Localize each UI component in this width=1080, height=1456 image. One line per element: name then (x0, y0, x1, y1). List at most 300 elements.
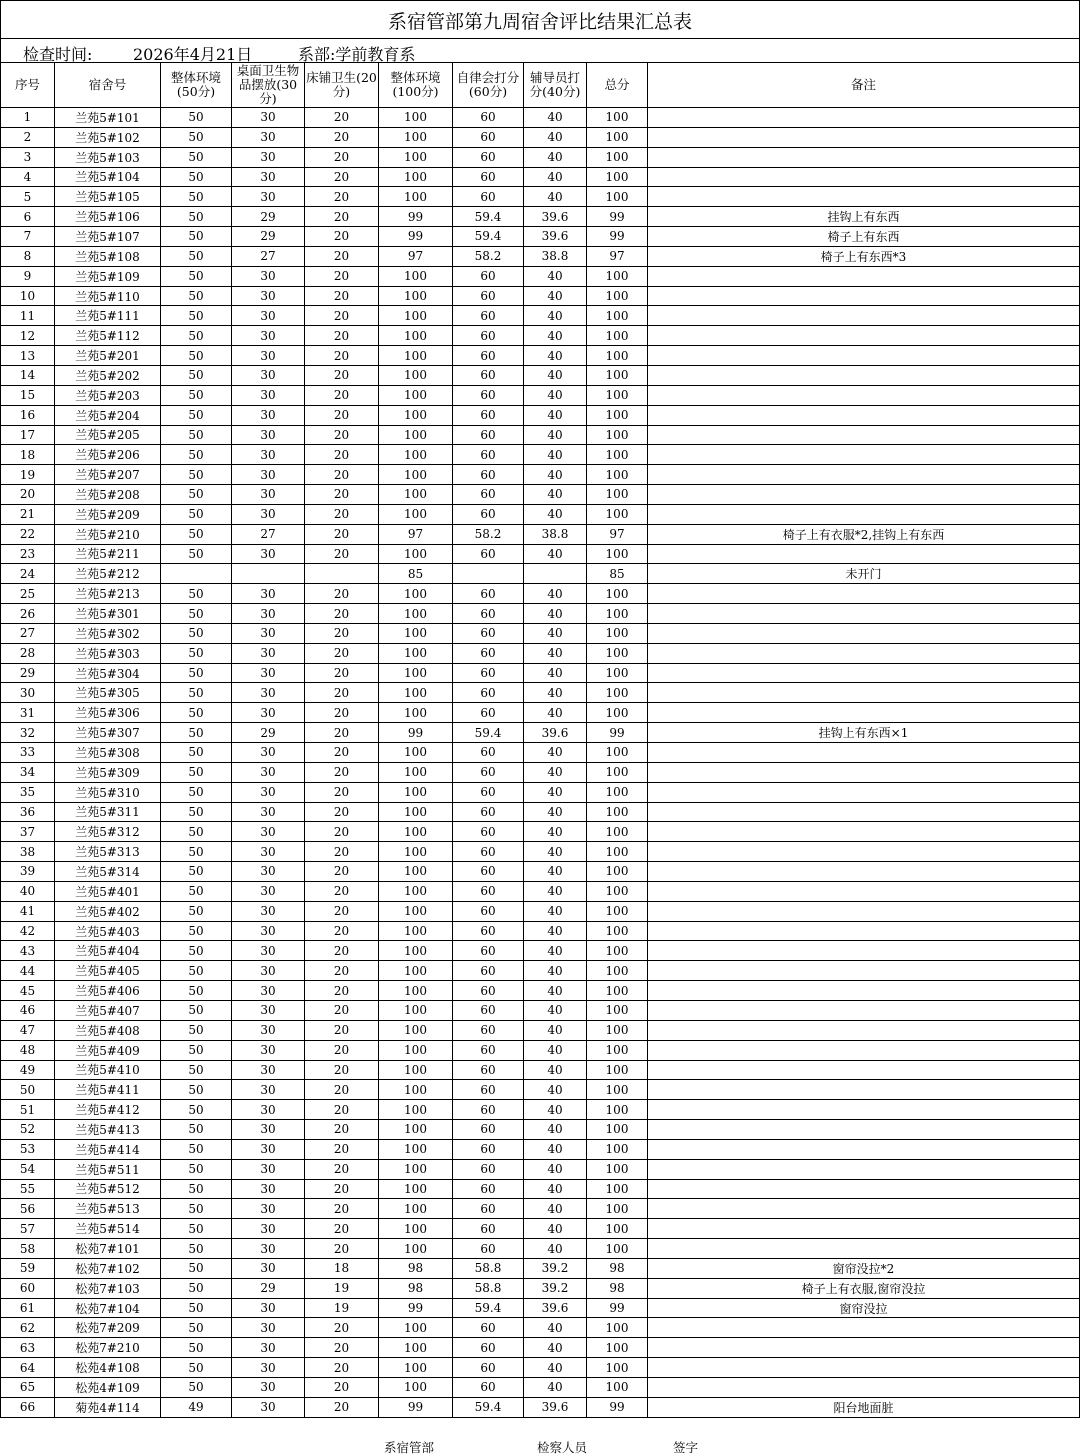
cell-remark (648, 643, 1080, 663)
table-row (1, 881, 1080, 901)
cell-remark (648, 1239, 1080, 1259)
cell-total: 100 (587, 842, 648, 862)
cell-overall-100: 99 (379, 1397, 453, 1417)
cell-overall-50: 50 (161, 921, 232, 941)
cell-room: 兰苑5#302 (55, 623, 161, 643)
cell-bed: 18 (305, 1258, 379, 1278)
cell-desk: 30 (232, 425, 305, 445)
cell-room: 松苑4#108 (55, 1358, 161, 1378)
cell-counselor: 40 (524, 286, 587, 306)
cell-desk: 30 (232, 286, 305, 306)
cell-self-discipline: 60 (453, 782, 524, 802)
cell-overall-50: 50 (161, 346, 232, 366)
cell-total: 100 (587, 1100, 648, 1120)
cell-desk: 30 (232, 1219, 305, 1239)
cell-remark (648, 703, 1080, 723)
cell-desk: 30 (232, 1199, 305, 1219)
cell-bed: 20 (305, 723, 379, 743)
cell-total: 100 (587, 1060, 648, 1080)
cell-index: 50 (1, 1080, 55, 1100)
cell-self-discipline: 60 (453, 584, 524, 604)
table-row (1, 1100, 1080, 1120)
table-row (1, 1120, 1080, 1140)
cell-self-discipline: 60 (453, 822, 524, 842)
cell-overall-100: 100 (379, 306, 453, 326)
cell-total: 100 (587, 425, 648, 445)
cell-room: 兰苑5#412 (55, 1100, 161, 1120)
cell-index: 28 (1, 643, 55, 663)
cell-remark (648, 941, 1080, 961)
cell-overall-50: 50 (161, 604, 232, 624)
cell-overall-100: 97 (379, 524, 453, 544)
cell-remark (648, 1060, 1080, 1080)
cell-desk: 30 (232, 147, 305, 167)
cell-bed: 20 (305, 921, 379, 941)
cell-overall-100: 100 (379, 266, 453, 286)
cell-overall-100: 100 (379, 584, 453, 604)
cell-overall-100: 100 (379, 663, 453, 683)
cell-remark (648, 425, 1080, 445)
cell-overall-100: 100 (379, 147, 453, 167)
cell-total: 100 (587, 782, 648, 802)
cell-counselor: 40 (524, 941, 587, 961)
cell-total: 100 (587, 623, 648, 643)
cell-overall-100: 100 (379, 485, 453, 505)
cell-self-discipline: 60 (453, 167, 524, 187)
col-header-total: 总分 (587, 63, 648, 108)
cell-index: 16 (1, 405, 55, 425)
table-row (1, 266, 1080, 286)
cell-index: 59 (1, 1258, 55, 1278)
table-row (1, 762, 1080, 782)
cell-overall-50: 50 (161, 643, 232, 663)
cell-self-discipline: 59.4 (453, 723, 524, 743)
cell-room: 兰苑5#207 (55, 465, 161, 485)
info-row (0, 38, 1080, 63)
cell-counselor: 40 (524, 802, 587, 822)
cell-counselor: 39.6 (524, 1397, 587, 1417)
cell-total: 99 (587, 207, 648, 227)
table-row (1, 643, 1080, 663)
cell-bed: 20 (305, 782, 379, 802)
table-row (1, 842, 1080, 862)
cell-total: 100 (587, 1040, 648, 1060)
cell-self-discipline: 60 (453, 1179, 524, 1199)
cell-room: 兰苑5#402 (55, 901, 161, 921)
cell-index: 47 (1, 1020, 55, 1040)
cell-desk: 30 (232, 842, 305, 862)
cell-remark (648, 881, 1080, 901)
cell-total: 100 (587, 306, 648, 326)
cell-bed (305, 564, 379, 584)
cell-overall-100: 100 (379, 1219, 453, 1239)
cell-overall-50: 50 (161, 385, 232, 405)
cell-room: 兰苑5#513 (55, 1199, 161, 1219)
cell-remark (648, 1000, 1080, 1020)
cell-overall-50: 50 (161, 207, 232, 227)
cell-overall-50: 50 (161, 862, 232, 882)
cell-index: 2 (1, 127, 55, 147)
table-row (1, 306, 1080, 326)
cell-counselor: 40 (524, 1159, 587, 1179)
cell-overall-100: 100 (379, 465, 453, 485)
table-row (1, 1179, 1080, 1199)
cell-overall-100: 100 (379, 881, 453, 901)
cell-counselor: 40 (524, 485, 587, 505)
cell-counselor: 40 (524, 881, 587, 901)
table-row (1, 167, 1080, 187)
cell-self-discipline: 60 (453, 901, 524, 921)
cell-self-discipline: 60 (453, 127, 524, 147)
cell-bed: 20 (305, 1080, 379, 1100)
cell-desk: 30 (232, 108, 305, 128)
cell-total: 100 (587, 743, 648, 763)
cell-room: 兰苑5#107 (55, 227, 161, 247)
cell-bed: 20 (305, 266, 379, 286)
cell-overall-100: 100 (379, 1000, 453, 1020)
cell-total: 100 (587, 1000, 648, 1020)
cell-index: 53 (1, 1139, 55, 1159)
cell-self-discipline: 60 (453, 1139, 524, 1159)
cell-bed: 20 (305, 1239, 379, 1259)
cell-total: 100 (587, 544, 648, 564)
cell-bed: 20 (305, 1159, 379, 1179)
cell-overall-50: 50 (161, 405, 232, 425)
cell-counselor: 40 (524, 1020, 587, 1040)
cell-overall-50: 50 (161, 147, 232, 167)
cell-bed: 20 (305, 405, 379, 425)
cell-room: 松苑7#209 (55, 1318, 161, 1338)
cell-counselor (524, 564, 587, 584)
cell-counselor: 40 (524, 187, 587, 207)
cell-counselor: 40 (524, 266, 587, 286)
cell-overall-100: 100 (379, 802, 453, 822)
cell-total: 100 (587, 1080, 648, 1100)
cell-bed: 20 (305, 326, 379, 346)
cell-bed: 20 (305, 365, 379, 385)
cell-total: 100 (587, 1219, 648, 1239)
cell-bed: 20 (305, 207, 379, 227)
cell-remark (648, 306, 1080, 326)
cell-overall-50: 50 (161, 544, 232, 564)
cell-bed: 20 (305, 881, 379, 901)
cell-room: 松苑7#104 (55, 1298, 161, 1318)
cell-counselor: 40 (524, 425, 587, 445)
cell-self-discipline: 60 (453, 187, 524, 207)
cell-remark (648, 1378, 1080, 1398)
cell-self-discipline: 60 (453, 266, 524, 286)
cell-index: 64 (1, 1358, 55, 1378)
cell-remark (648, 544, 1080, 564)
table-row (1, 1000, 1080, 1020)
cell-desk: 30 (232, 921, 305, 941)
cell-remark (648, 1318, 1080, 1338)
cell-total: 100 (587, 1239, 648, 1259)
cell-bed: 20 (305, 842, 379, 862)
cell-desk: 30 (232, 683, 305, 703)
cell-desk: 30 (232, 1338, 305, 1358)
cell-desk: 30 (232, 187, 305, 207)
cell-overall-100: 100 (379, 187, 453, 207)
cell-bed: 20 (305, 683, 379, 703)
cell-overall-100: 100 (379, 365, 453, 385)
cell-self-discipline: 60 (453, 1060, 524, 1080)
table-row (1, 465, 1080, 485)
cell-room: 兰苑5#310 (55, 782, 161, 802)
cell-room: 兰苑5#312 (55, 822, 161, 842)
cell-overall-100: 97 (379, 246, 453, 266)
cell-counselor: 40 (524, 1139, 587, 1159)
cell-self-discipline: 60 (453, 643, 524, 663)
cell-room: 兰苑5#407 (55, 1000, 161, 1020)
cell-overall-50: 50 (161, 881, 232, 901)
cell-overall-50: 50 (161, 246, 232, 266)
cell-overall-100: 100 (379, 1318, 453, 1338)
cell-counselor: 40 (524, 1358, 587, 1378)
cell-total: 100 (587, 405, 648, 425)
cell-overall-50: 50 (161, 108, 232, 128)
cell-counselor: 40 (524, 504, 587, 524)
cell-total: 100 (587, 266, 648, 286)
cell-total: 100 (587, 961, 648, 981)
cell-desk: 30 (232, 306, 305, 326)
cell-bed: 20 (305, 941, 379, 961)
table-row (1, 981, 1080, 1001)
cell-remark (648, 862, 1080, 882)
cell-remark: 窗帘没拉*2 (648, 1258, 1080, 1278)
cell-counselor: 40 (524, 1179, 587, 1199)
cell-desk: 30 (232, 623, 305, 643)
cell-overall-100: 100 (379, 1239, 453, 1259)
cell-remark (648, 485, 1080, 505)
cell-index: 34 (1, 762, 55, 782)
cell-desk: 30 (232, 127, 305, 147)
cell-index: 3 (1, 147, 55, 167)
cell-room: 兰苑5#104 (55, 167, 161, 187)
cell-self-discipline: 60 (453, 663, 524, 683)
cell-overall-50: 50 (161, 762, 232, 782)
cell-overall-50: 50 (161, 127, 232, 147)
cell-overall-100: 85 (379, 564, 453, 584)
cell-total: 97 (587, 246, 648, 266)
table-row (1, 723, 1080, 743)
cell-counselor: 40 (524, 544, 587, 564)
cell-self-discipline: 60 (453, 1100, 524, 1120)
cell-total: 100 (587, 326, 648, 346)
cell-overall-100: 100 (379, 604, 453, 624)
cell-overall-100: 100 (379, 762, 453, 782)
cell-self-discipline: 60 (453, 941, 524, 961)
cell-bed: 20 (305, 108, 379, 128)
cell-remark (648, 286, 1080, 306)
cell-total: 100 (587, 465, 648, 485)
cell-desk: 30 (232, 1358, 305, 1378)
table-row (1, 862, 1080, 882)
cell-desk: 30 (232, 703, 305, 723)
cell-room: 兰苑5#110 (55, 286, 161, 306)
cell-overall-50: 50 (161, 683, 232, 703)
cell-remark: 挂钩上有东西 (648, 207, 1080, 227)
table-row (1, 485, 1080, 505)
cell-overall-100: 100 (379, 1080, 453, 1100)
cell-bed: 20 (305, 1199, 379, 1219)
cell-overall-50: 50 (161, 842, 232, 862)
cell-desk: 30 (232, 1397, 305, 1417)
table-row (1, 425, 1080, 445)
cell-counselor: 39.6 (524, 1298, 587, 1318)
cell-overall-50: 50 (161, 524, 232, 544)
cell-overall-100: 100 (379, 1060, 453, 1080)
cell-room: 兰苑5#108 (55, 246, 161, 266)
cell-index: 65 (1, 1378, 55, 1398)
cell-desk: 29 (232, 207, 305, 227)
cell-desk: 30 (232, 743, 305, 763)
col-header-overall-100: 整体环境(100分) (379, 63, 453, 108)
cell-room: 兰苑5#311 (55, 802, 161, 822)
cell-remark (648, 1219, 1080, 1239)
cell-bed: 20 (305, 1060, 379, 1080)
cell-bed: 20 (305, 1040, 379, 1060)
cell-counselor: 40 (524, 683, 587, 703)
check-date: 2026年4月21日 (133, 45, 253, 64)
cell-bed: 20 (305, 227, 379, 247)
cell-self-discipline: 60 (453, 1358, 524, 1378)
cell-index: 12 (1, 326, 55, 346)
cell-counselor: 40 (524, 306, 587, 326)
cell-overall-100: 98 (379, 1278, 453, 1298)
footer-signature: 签字 (673, 1440, 699, 1455)
cell-bed: 19 (305, 1298, 379, 1318)
cell-overall-50: 50 (161, 1358, 232, 1378)
cell-room: 兰苑5#304 (55, 663, 161, 683)
cell-bed: 20 (305, 604, 379, 624)
cell-desk: 27 (232, 524, 305, 544)
cell-counselor: 40 (524, 1120, 587, 1140)
table-row (1, 584, 1080, 604)
cell-total: 100 (587, 762, 648, 782)
cell-remark (648, 365, 1080, 385)
cell-counselor: 40 (524, 108, 587, 128)
footer-dept: 系宿管部 (384, 1440, 435, 1455)
cell-remark (648, 901, 1080, 921)
cell-overall-100: 99 (379, 1298, 453, 1318)
cell-bed: 20 (305, 703, 379, 723)
cell-index: 19 (1, 465, 55, 485)
cell-overall-50: 50 (161, 326, 232, 346)
cell-overall-50: 50 (161, 1199, 232, 1219)
cell-overall-50: 50 (161, 167, 232, 187)
cell-overall-50 (161, 564, 232, 584)
cell-index: 18 (1, 445, 55, 465)
cell-counselor: 40 (524, 346, 587, 366)
cell-desk: 30 (232, 643, 305, 663)
sheet-title: 系宿管部第九周宿舍评比结果汇总表 (0, 0, 1080, 39)
cell-counselor: 40 (524, 842, 587, 862)
cell-self-discipline: 59.4 (453, 207, 524, 227)
cell-desk: 30 (232, 881, 305, 901)
cell-counselor: 39.6 (524, 207, 587, 227)
table-row (1, 1020, 1080, 1040)
cell-overall-50: 50 (161, 981, 232, 1001)
cell-desk: 30 (232, 1040, 305, 1060)
cell-desk: 30 (232, 961, 305, 981)
cell-bed: 20 (305, 643, 379, 663)
cell-bed: 20 (305, 1120, 379, 1140)
cell-desk: 30 (232, 1159, 305, 1179)
cell-self-discipline: 60 (453, 1338, 524, 1358)
cell-remark (648, 385, 1080, 405)
cell-room: 兰苑5#514 (55, 1219, 161, 1239)
table-row (1, 187, 1080, 207)
table-row (1, 921, 1080, 941)
cell-room: 兰苑5#206 (55, 445, 161, 465)
cell-bed: 20 (305, 623, 379, 643)
table-row (1, 405, 1080, 425)
cell-overall-50: 50 (161, 425, 232, 445)
cell-overall-50: 50 (161, 266, 232, 286)
cell-overall-100: 100 (379, 504, 453, 524)
table-row (1, 802, 1080, 822)
cell-bed: 20 (305, 524, 379, 544)
cell-overall-50: 50 (161, 504, 232, 524)
cell-total: 100 (587, 108, 648, 128)
cell-room: 兰苑5#106 (55, 207, 161, 227)
cell-desk: 30 (232, 1080, 305, 1100)
cell-total: 98 (587, 1258, 648, 1278)
cell-bed: 20 (305, 127, 379, 147)
cell-bed: 20 (305, 743, 379, 763)
cell-counselor: 40 (524, 1060, 587, 1080)
table-row (1, 385, 1080, 405)
cell-index: 60 (1, 1278, 55, 1298)
cell-remark (648, 1199, 1080, 1219)
col-header-index: 序号 (1, 63, 55, 108)
cell-bed: 20 (305, 1000, 379, 1020)
table-row (1, 1199, 1080, 1219)
table-row (1, 782, 1080, 802)
cell-overall-50: 50 (161, 365, 232, 385)
cell-bed: 20 (305, 346, 379, 366)
cell-total: 100 (587, 604, 648, 624)
cell-index: 23 (1, 544, 55, 564)
cell-counselor: 40 (524, 901, 587, 921)
cell-overall-50: 50 (161, 286, 232, 306)
cell-counselor: 40 (524, 623, 587, 643)
cell-counselor: 40 (524, 961, 587, 981)
cell-desk: 29 (232, 723, 305, 743)
cell-total: 100 (587, 802, 648, 822)
cell-room: 兰苑5#306 (55, 703, 161, 723)
cell-counselor: 40 (524, 743, 587, 763)
cell-desk: 30 (232, 1318, 305, 1338)
cell-bed: 20 (305, 485, 379, 505)
cell-self-discipline: 60 (453, 961, 524, 981)
cell-index: 27 (1, 623, 55, 643)
cell-counselor: 40 (524, 445, 587, 465)
cell-total: 99 (587, 227, 648, 247)
cell-self-discipline: 60 (453, 425, 524, 445)
cell-desk: 30 (232, 385, 305, 405)
cell-counselor: 40 (524, 405, 587, 425)
cell-total: 100 (587, 1020, 648, 1040)
cell-total: 100 (587, 643, 648, 663)
cell-overall-50: 50 (161, 961, 232, 981)
table-row (1, 286, 1080, 306)
cell-total: 100 (587, 1318, 648, 1338)
cell-overall-50: 50 (161, 1179, 232, 1199)
cell-room: 兰苑5#211 (55, 544, 161, 564)
cell-self-discipline: 60 (453, 286, 524, 306)
